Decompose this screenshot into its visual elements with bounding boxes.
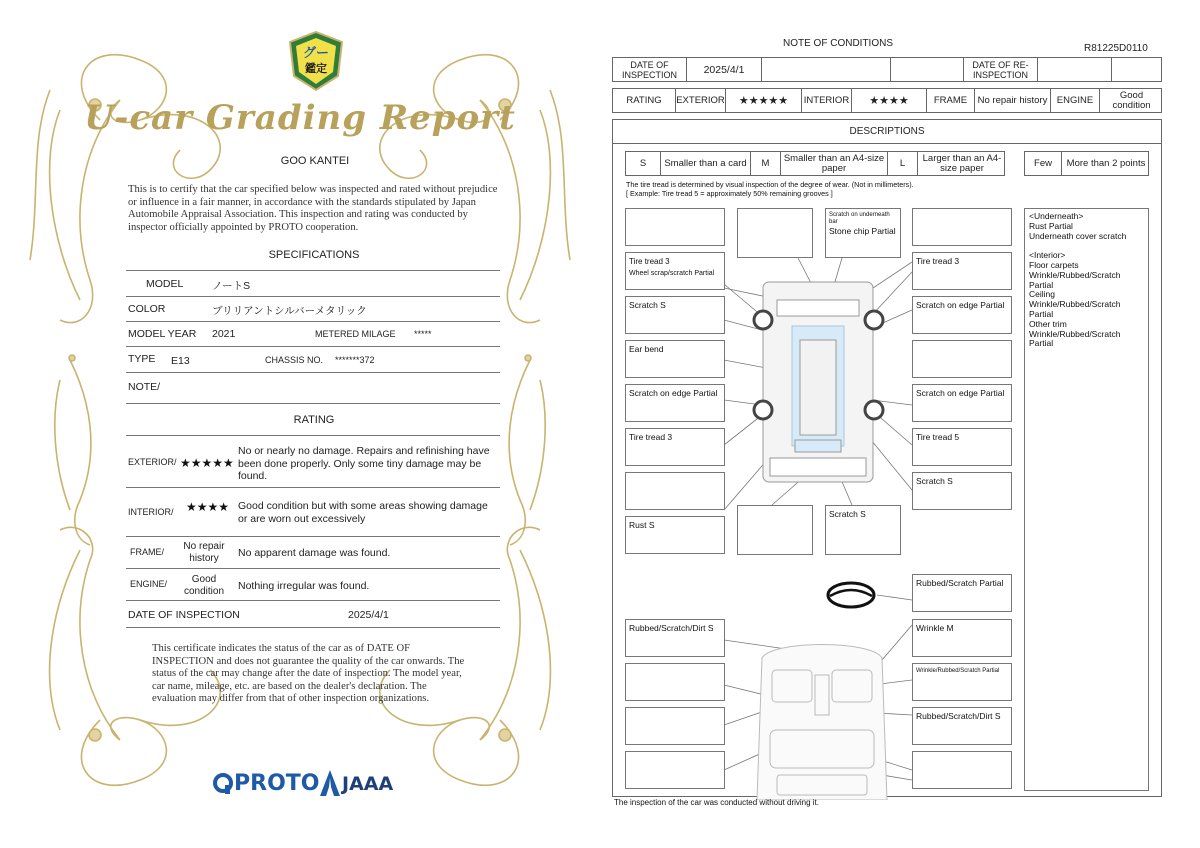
engine-description: Nothing irregular was found. xyxy=(238,580,370,592)
proto-brand: PROTO xyxy=(234,771,320,796)
rating-heading: RATING xyxy=(293,414,335,426)
condition-text: Tire tread 3 xyxy=(629,432,673,442)
intro-paragraph: This is to certify that the car specified below was inspected and rated without prejudice or influence in a fair manner, in accordance with the standards stipulated by Japan Automobile Appraisal Association. This inspection and rating was conducted by inspector officially appointed by PROTO cooperation. xyxy=(128,184,498,233)
frame-value: No repair history xyxy=(183,541,225,564)
condition-text: Rubbed/Scratch/Dirt S xyxy=(629,623,714,633)
divider xyxy=(126,627,500,628)
descriptions-heading: DESCRIPTIONS xyxy=(613,120,1161,144)
divider xyxy=(126,321,500,322)
jaaa-logo-icon xyxy=(320,770,340,798)
conditions-title: NOTE OF CONDITIONS xyxy=(783,38,893,49)
condition-text: Scratch S xyxy=(829,509,866,519)
condition-box-front-left-tire xyxy=(625,252,725,290)
condition-text: Rubbed/Scratch Partial xyxy=(916,578,1004,588)
engine-value: Good condition xyxy=(1112,89,1151,111)
divider xyxy=(126,600,500,601)
note-of-conditions xyxy=(612,0,1164,848)
note-line: Underneath cover scratch xyxy=(1029,230,1127,241)
condition-box-front-left-fender xyxy=(625,296,725,334)
divider xyxy=(126,296,500,297)
report-title: U-car Grading Report xyxy=(84,98,516,138)
condition-box-right-rear-door xyxy=(912,384,1012,422)
condition-text: Wrinkle/Rubbed/Scratch Partial xyxy=(916,668,1000,674)
condition-text: Scratch on edge Partial xyxy=(629,388,718,398)
type-label: TYPE xyxy=(128,353,156,365)
condition-box xyxy=(912,751,1012,789)
condition-box-center-console xyxy=(912,707,1012,745)
frame-label: FRAME/ xyxy=(130,547,165,557)
specifications-heading: SPECIFICATIONS xyxy=(268,249,360,261)
goo-kantei-badge xyxy=(288,30,344,92)
interior-label: INTERIOR/ xyxy=(128,507,174,517)
condition-box-front-right-door xyxy=(912,296,1012,334)
divider xyxy=(126,270,500,271)
note-line: Partial xyxy=(1029,338,1054,349)
empty-cell xyxy=(891,58,964,81)
condition-box xyxy=(625,751,725,789)
frame-value: No repair history xyxy=(975,89,1051,112)
engine-value: Good condition xyxy=(183,574,225,597)
few-legend xyxy=(1024,151,1149,176)
condition-box xyxy=(912,340,1012,378)
condition-box-right-door-trim xyxy=(912,663,1012,701)
size-legend xyxy=(625,151,1005,176)
condition-box xyxy=(625,663,725,701)
condition-box xyxy=(737,208,813,258)
condition-text: Wrinkle M xyxy=(916,623,954,633)
note-label: NOTE/ xyxy=(128,381,161,393)
condition-box-rear-left xyxy=(625,516,725,554)
exterior-label: EXTERIOR xyxy=(676,89,726,112)
jaaa-brand: JAAA xyxy=(342,773,394,795)
condition-text: Scratch S xyxy=(629,300,666,310)
note-line: Rust Partial xyxy=(1029,220,1073,231)
divider xyxy=(126,536,500,537)
condition-text: Wheel scrap/scratch Partial xyxy=(629,270,715,277)
condition-box-left-mirror xyxy=(625,340,725,378)
condition-box-underneath-bar xyxy=(825,208,901,258)
disclaimer-paragraph: This certificate indicates the status of the car as of DATE OF INSPECTION and does not guarantee the quality of the car onwards. The status of the car may change after the date of inspection. The model year, car name, mileage, etc. are based on the dealer's declaration. The evaluation may differ from that of other inspection organizations. xyxy=(152,643,465,705)
condition-text: Scratch S xyxy=(916,476,953,486)
note-line: Ceiling xyxy=(1029,289,1055,300)
engine-label: ENGINE/ xyxy=(130,579,168,589)
model-year-value: 2021 xyxy=(212,328,236,340)
condition-box-front-right-tire xyxy=(912,252,1012,290)
empty-cell xyxy=(762,58,891,81)
condition-text: Rubbed/Scratch/Dirt S xyxy=(916,711,1001,721)
legend-m-text: Smaller than an A4-size paper xyxy=(781,152,888,175)
condition-box-dashboard xyxy=(625,619,725,657)
interior-stars: ★★★★ xyxy=(186,500,230,514)
divider xyxy=(126,346,500,347)
model-year-label: MODEL YEAR xyxy=(128,328,197,340)
frame-label: FRAME xyxy=(927,89,975,112)
legend-l: L xyxy=(888,152,918,175)
note-line: Wrinkle/Rubbed/Scratch xyxy=(1029,299,1121,310)
footer-note: The inspection of the car was conducted without driving it. xyxy=(614,798,819,807)
condition-text: Tire tread 3 xyxy=(629,257,670,266)
exterior-description: No or nearly no damage. Repairs and refinishing have been done properly. Only some tiny damage may be found. xyxy=(238,445,490,482)
chassis-value: *******372 xyxy=(335,355,375,365)
frame-description: No apparent damage was found. xyxy=(238,547,391,559)
additional-notes-panel xyxy=(1024,208,1149,791)
exterior-stars: ★★★★★ xyxy=(726,89,802,112)
report-subtitle: GOO KANTEI xyxy=(280,155,350,167)
condition-text: Tire tread 5 xyxy=(916,432,960,442)
interior-label: INTERIOR xyxy=(802,89,852,112)
condition-box-rear-bumper xyxy=(825,505,901,555)
condition-small-text: Scratch on underneath bar xyxy=(829,212,890,225)
note-line: Partial xyxy=(1029,308,1054,319)
tire-tread-note: The tire tread is determined by visual inspection of the degree of wear. (Not in millimeters). xyxy=(626,180,914,189)
condition-text: Rust S xyxy=(629,520,655,530)
note-line: Wrinkle/Rubbed/Scratch xyxy=(1029,328,1121,339)
note-line: Partial xyxy=(1029,279,1054,290)
divider xyxy=(126,487,500,488)
type-value: E13 xyxy=(171,355,190,367)
proto-logo-icon xyxy=(212,772,234,796)
legend-m: M xyxy=(751,152,781,175)
condition-text: Tire tread 3 xyxy=(916,256,960,266)
tire-tread-example: [ Example: Tire tread 5 = approximately 50% remaining grooves ] xyxy=(626,189,833,198)
condition-box-rear-left-tire xyxy=(625,428,725,466)
condition-text: Stone chip Partial xyxy=(829,226,896,236)
color-value: ブリリアントシルバーメタリック xyxy=(212,305,367,317)
legend-few: Few xyxy=(1025,152,1062,175)
color-label: COLOR xyxy=(128,303,166,315)
condition-box xyxy=(625,472,725,510)
legend-few-text: More than 2 points xyxy=(1066,157,1146,169)
date-of-inspection-value: 2025/4/1 xyxy=(687,58,762,81)
mileage-value: ***** xyxy=(414,329,432,339)
condition-box xyxy=(625,707,725,745)
divider xyxy=(126,568,500,569)
divider xyxy=(126,403,500,404)
date-of-inspection-value: 2025/4/1 xyxy=(348,609,389,621)
rating-label: RATING xyxy=(613,89,676,112)
legend-s: S xyxy=(626,152,661,175)
interior-stars: ★★★★ xyxy=(852,89,927,112)
rating-row xyxy=(612,88,1162,113)
chassis-label: CHASSIS NO. xyxy=(265,355,324,365)
condition-text: Scratch on edge Partial xyxy=(916,300,1005,310)
badge-top-text: グー xyxy=(302,45,329,60)
legend-s-text: Smaller than a card xyxy=(661,152,751,175)
note-line: Wrinkle/Rubbed/Scratch xyxy=(1029,269,1121,280)
condition-text: Scratch on edge Partial xyxy=(916,388,1005,398)
reference-number: R81225D0110 xyxy=(1084,43,1148,54)
interior-description: Good condition but with some areas showing damage or are worn out excessively xyxy=(238,500,488,525)
note-line: Other trim xyxy=(1029,318,1067,329)
condition-box-rear-right xyxy=(912,472,1012,510)
condition-box xyxy=(625,208,725,246)
condition-text: Ear bend xyxy=(629,344,664,354)
exterior-label: EXTERIOR/ xyxy=(128,457,177,467)
condition-box-left-front-door xyxy=(625,384,725,422)
badge-bottom-text: 鑑定 xyxy=(305,63,327,75)
mileage-label: METERED MILAGE xyxy=(315,329,396,339)
date-of-inspection-label: DATE OF INSPECTION xyxy=(613,58,687,81)
note-line: <Interior> xyxy=(1029,250,1066,261)
empty-cell xyxy=(1038,58,1112,81)
exterior-stars: ★★★★★ xyxy=(180,456,234,470)
note-line: Floor carpets xyxy=(1029,259,1079,270)
model-label: MODEL xyxy=(146,278,184,290)
inspection-date-row xyxy=(612,57,1162,82)
divider xyxy=(126,435,500,436)
date-of-inspection-label: DATE OF INSPECTION xyxy=(128,609,240,621)
note-line: <Underneath> xyxy=(1029,211,1084,221)
condition-box xyxy=(912,208,1012,246)
condition-box-driver-seat xyxy=(912,619,1012,657)
engine-label: ENGINE xyxy=(1051,89,1100,112)
condition-box-steering-wheel xyxy=(912,574,1012,612)
condition-box-rear-right-tire xyxy=(912,428,1012,466)
legend-l-text: Larger than an A4-size paper xyxy=(922,152,1002,174)
model-value: ノートS xyxy=(212,280,251,292)
date-of-reinspection-label: DATE OF RE-INSPECTION xyxy=(964,58,1038,81)
condition-box xyxy=(737,505,813,555)
divider xyxy=(126,372,500,373)
